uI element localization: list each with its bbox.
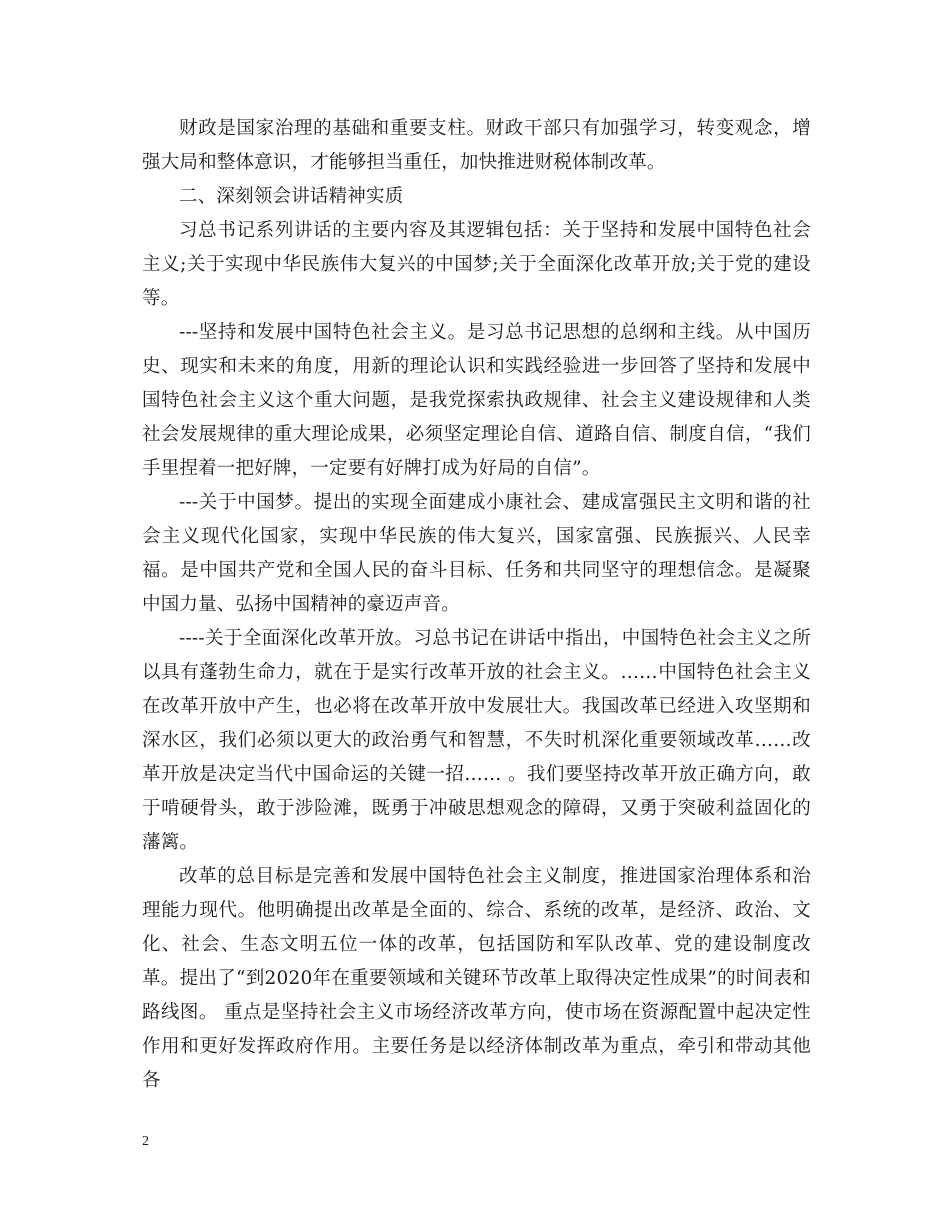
section-heading-2: 二、深刻领会讲话精神实质 [179,186,404,207]
paragraph-fiscal-foundation: 财政是国家治理的基础和重要支柱。财政干部只有加强学习，转变观念，增强大局和整体意识，才能够担当重任，加快推进财税体制改革。 [142,118,811,173]
page-number: 2 [142,1134,149,1149]
paragraph-speech-content: 习总书记系列讲话的主要内容及其逻辑包括：关于坚持和发展中国特色社会主义;关于实现中华民族伟大复兴的中国梦;关于全面深化改革开放;关于党的建设等。 [142,220,811,309]
document-body [142,112,811,1098]
paragraph-chinese-dream: ---关于中国梦。提出的实现全面建成小康社会、建成富强民主文明和谐的社会主义现代化国家，实现中华民族的伟大复兴，国家富强、民族振兴、人民幸福。是中国共产党和全国人民的奋斗目标、任务和共同坚守的理想信念。是凝聚中国力量、弘扬中国精神的豪迈声音。 [142,492,811,615]
paragraph-reform-goal: 改革的总目标是完善和发展中国特色社会主义制度，推进国家治理体系和治理能力现代。他明确提出改革是全面的、综合、系统的改革，是经济、政治、文化、社会、生态文明五位一体的改革，包括国防和军队改革、党的建设制度改革。提出了“到2020年在重要领域和关键环节改革上取得决定性成果”的时间表和路线图。 重点是坚持社会主义市场经济改革方向，使市场在资源配置中起决定性作用和更好发挥政府作用。主要任务是以经济体制改革为重点，牵引和带动其他各 [142,866,811,1091]
paragraph-socialism: ---坚持和发展中国特色社会主义。是习总书记思想的总纲和主线。从中国历史、现实和未来的角度，用新的理论认识和实践经验进一步回答了坚持和发展中国特色社会主义这个重大问题，是我党探索执政规律、社会主义建设规律和人类社会发展规律的重大理论成果，必须坚定理论自信、道路自信、制度自信，“我们手里捏着一把好牌，一定要有好牌打成为好局的自信”。 [142,322,811,479]
paragraph-reform-opening: ----关于全面深化改革开放。习总书记在讲话中指出，中国特色社会主义之所以具有蓬勃生命力，就在于是实行改革开放的社会主义。……中国特色社会主义在改革开放中产生，也必将在改革开放中发展壮大。我国改革已经进入攻坚期和深水区，我们必须以更大的政治勇气和智慧，不失时机深化重要领域改革……改革开放是决定当代中国命运的关键一招…… 。我们要坚持改革开放正确方向，敢于啃硬骨头，敢于涉险滩，既勇于冲破思想观念的障碍，又勇于突破利益固化的藩篱。 [142,628,811,853]
